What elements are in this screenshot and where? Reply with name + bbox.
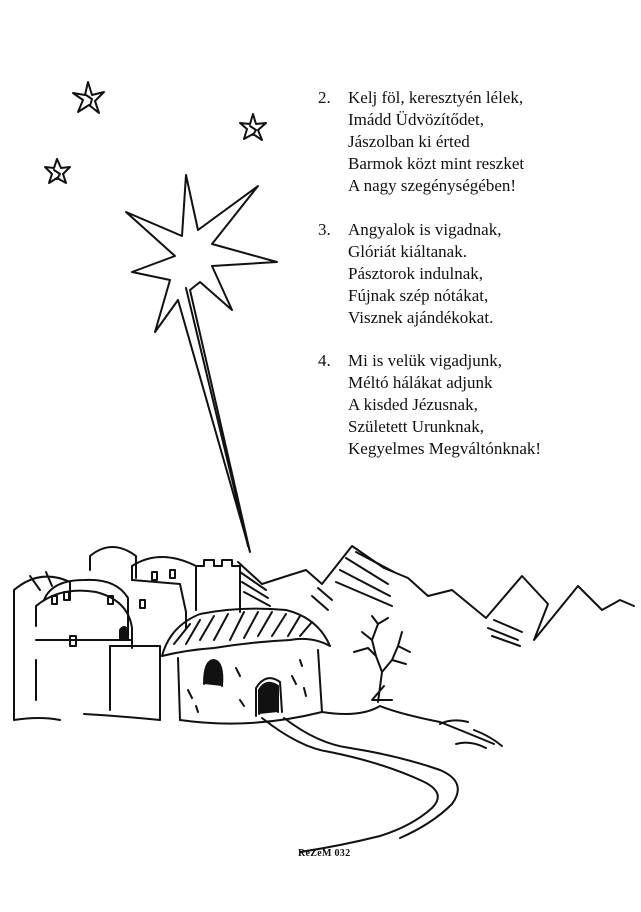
small-star-icon bbox=[240, 114, 266, 140]
verse-line: Kelj föl, keresztyén lélek, bbox=[348, 88, 524, 107]
footer-code: ReZeM 032 bbox=[298, 848, 351, 859]
verse-line: Glóriát kiáltanak. bbox=[348, 242, 467, 261]
mountains-icon bbox=[238, 546, 634, 646]
hut-icon bbox=[162, 609, 330, 724]
stanza-lines bbox=[348, 350, 541, 460]
verse-line: Kegyelmes Megváltónknak! bbox=[348, 439, 542, 458]
verse-line: A nagy szegénységében! bbox=[348, 176, 517, 195]
stanza-number: 3. bbox=[318, 220, 331, 239]
stanza-lines bbox=[348, 87, 524, 197]
verse-line: Barmok közt mint reszket bbox=[348, 154, 525, 173]
small-star-icon bbox=[45, 159, 70, 183]
verse-line: Jászolban ki érted bbox=[348, 132, 470, 151]
stanza-number: 4. bbox=[318, 351, 331, 370]
small-star-icon bbox=[73, 82, 104, 113]
verse-line: A kisded Jézusnak, bbox=[348, 395, 478, 414]
verse-line: Imádd Üdvözítődet, bbox=[348, 110, 484, 129]
verse-line: Méltó hálákat adjunk bbox=[348, 373, 493, 392]
verse-line: Mi is velük vigadjunk, bbox=[348, 351, 502, 370]
verse-line: Visznek ajándékokat. bbox=[348, 308, 494, 327]
stanza-lines bbox=[348, 219, 501, 329]
comet-star-icon bbox=[126, 175, 277, 552]
village-icon bbox=[14, 547, 240, 720]
tree-icon bbox=[354, 616, 410, 702]
verse-line: Fújnak szép nótákat, bbox=[348, 286, 489, 305]
stanza-number: 2. bbox=[318, 88, 331, 107]
verse-line: Pásztorok indulnak, bbox=[348, 264, 484, 283]
path-icon bbox=[14, 706, 502, 852]
verse-line: Született Urunknak, bbox=[348, 417, 484, 436]
verse-line: Angyalok is vigadnak, bbox=[348, 220, 502, 239]
